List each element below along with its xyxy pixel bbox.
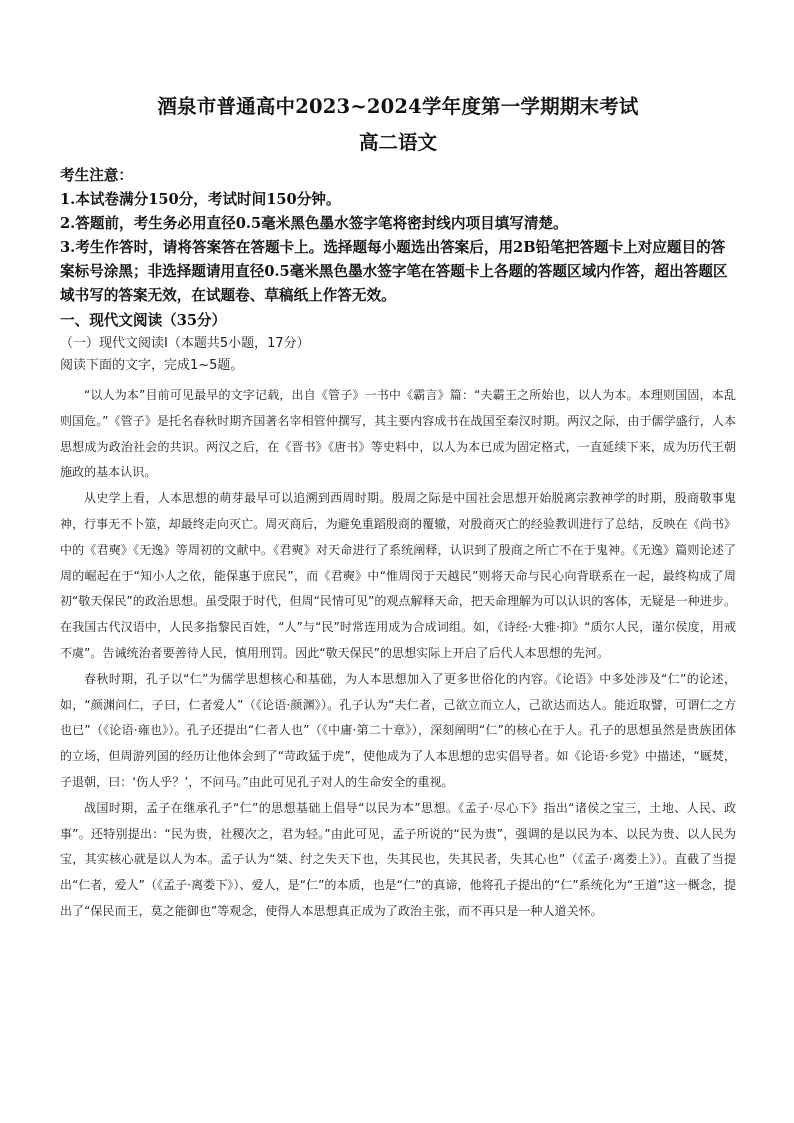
- notice-block: [60, 164, 736, 308]
- section-block: [60, 308, 736, 377]
- passage-paragraph-2: 从史学上看，人本思想的萌芽最早可以追溯到西周时期。殷周之际是中国社会思想开始脱离宗教神学的时期，殷商敬事鬼神，行事无不卜筮，却最终走向灭亡。周灭商后，为避免重蹈殷商的覆辙，对殷商灭亡的经验教训进行了总结，反映在《尚书》中的《君奭》《无逸》等周初的文献中。《君奭》对天命进行了系统阐释，认识到了殷商之所亡不在于鬼神。《无逸》篇则论述了周的崛起在于“知小人之依，能保惠于庶民”，而《君奭》中“惟周闵于天越民”则将天命与民心向背联系在一起，最终构成了周初“敬天保民”的政治思想。虽受限于时代，但周“民情可见”的观点解释天命，把天命理解为可以认识的客体，无疑是一种进步。在我国古代汉语中，人民多指黎民百姓，“人”与“民”时常连用成为合成词组。如，《诗经·大雅·抑》“质尔人民，谨尔侯度，用戒不虞”。告诫统治者要善待人民，慎用刑罚。因此“敬天保民”的思想实际上开启了后代人本思想的先河。: [60, 491, 736, 660]
- exam-subject: 高二语文: [358, 131, 437, 154]
- notice-item-3: 3.考生作答时，请将答案答在答题卡上。选择题每小题选出答案后，用2B铅笔把答题卡上对应题目的答案标号涂黑；非选择题请用直径0.5毫米黑色墨水签字笔在答题卡上各题的答题区域内作答，超出答题区域书写的答案无效，在试题卷、草稿纸上作答无效。: [60, 239, 728, 304]
- passage-paragraph-3: 春秋时期，孔子以“仁”为儒学思想核心和基础，为人本思想加入了更多世俗化的内容。《论语》中多处涉及“仁”的论述，如，“颜渊问仁，子曰，仁者爱人”（《论语·颜渊》）。孔子认为“夫仁者，己欲立而立人，己欲达而达人。能近取譬，可谓仁之方也已”（《论语·雍也》）。孔子还提出“仁者人也”（《中庸·第二十章》），深刻阐明“仁”的核心在于人。孔子的思想虽然是贵族团体的立场，但周游列国的经历让他体会到了“苛政猛于虎”，使他成为了人本思想的忠实倡导者。如《论语·乡党》中描述，“厩焚，子退朝，曰：‘伤人乎？’，不问马。”由此可见孔子对人的生命安全的重视。: [60, 671, 736, 789]
- section-heading: 一、现代文阅读（35分）: [60, 312, 227, 329]
- exam-title: 酒泉市普通高中2023~2024学年度第一学期期末考试: [157, 95, 639, 118]
- notice-heading: 考生注意：: [60, 167, 133, 184]
- reading-instruction: 阅读下面的文字，完成1~5题。: [60, 358, 244, 373]
- notice-item-1: 1.本试卷满分150分，考试时间150分钟。: [60, 191, 341, 208]
- subsection-heading: （一）现代文阅读Ⅰ（本题共5小题，17分）: [60, 336, 310, 351]
- reading-passage: [60, 383, 736, 925]
- passage-paragraph-1: “以人为本”目前可见最早的文字记载，出自《管子》一书中《霸言》篇：“夫霸王之所始也，以人为本。本理则国固，本乱则国危。”《管子》是托名春秋时期齐国著名宰相管仲撰写，其主要内容成书在战国至秦汉时期。两汉之际，由于儒学盛行，人本思想成为政治社会的共识。两汉之后，在《晋书》《唐书》等史料中，以人为本已成为固定格式，一直延续下来，成为历代王朝施政的基本认识。: [60, 388, 736, 480]
- notice-item-2: 2.答题前，考生务必用直径0.5毫米黑色墨水签字笔将密封线内项目填写清楚。: [60, 215, 568, 232]
- passage-paragraph-4: 战国时期，孟子在继承孔子“仁”的思想基础上倡导“以民为本”思想。《孟子·尽心下》指出“诸侯之宝三，土地、人民、政事”。还特别提出：“民为贵，社稷次之，君为轻。”由此可见，孟子所说的“民为贵”，强调的是以民为本、以民为贵、以人民为宝，其实核心就是以人为本。孟子认为“桀、纣之失天下也，失其民也，失其民者，失其心也”（《孟子·离娄上》）。直截了当提出“仁者，爱人”（《孟子·离娄下》）、爱人，是“仁”的本质，也是“仁”的真谛，他将孔子提出的“仁”系统化为“王道”这一概念，提出了“保民而王，莫之能御也”等观念，使得人本思想真正成为了政治主张，而不再只是一种人道关怀。: [60, 800, 736, 918]
